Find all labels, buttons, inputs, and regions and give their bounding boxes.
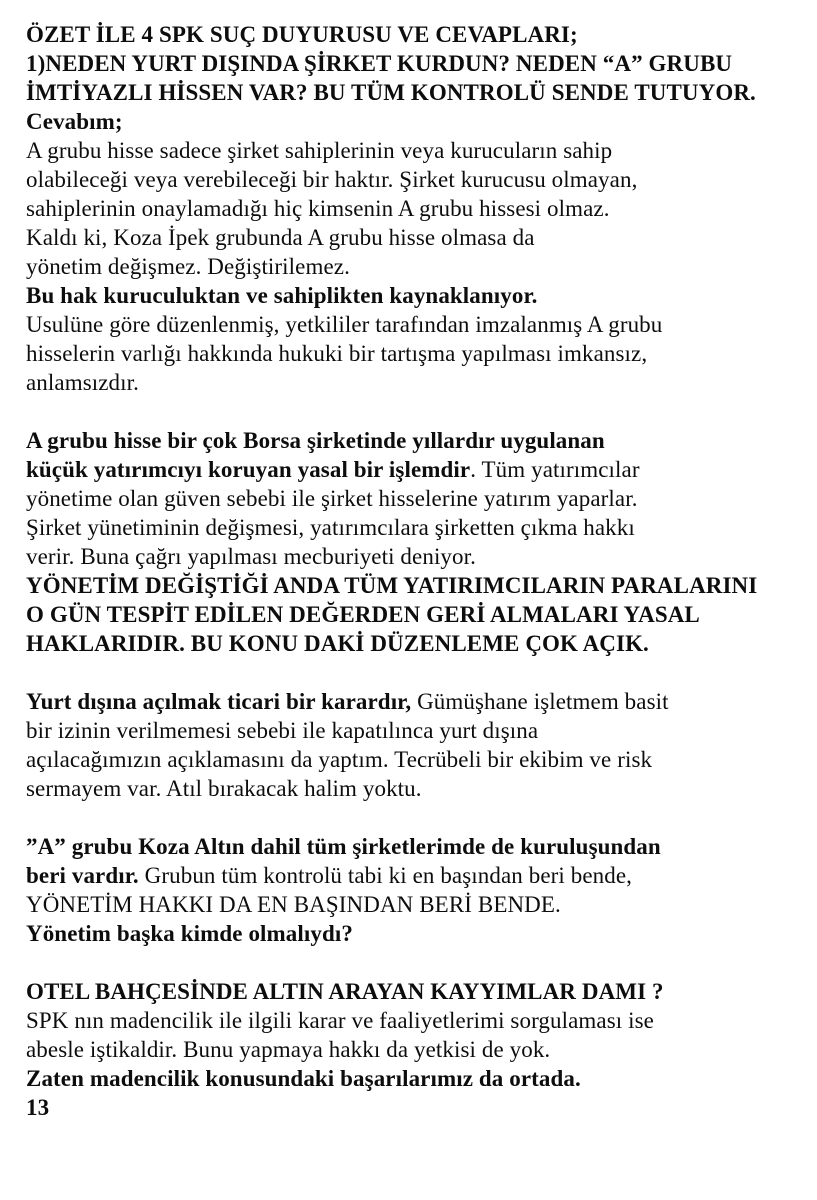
- paragraph-4-rest-segment: Gümüşhane işletmem basit: [411, 689, 669, 714]
- question-line-1: [26, 49, 806, 78]
- paragraph-3-rest-segment: . Tüm yatırımcılar: [470, 457, 640, 482]
- paragraph-5-rest-segment: Grubun tüm kontrolü tabi ki en başından beri bende,: [138, 863, 633, 888]
- paragraph-3-caps-line: HAKLARIDIR. BU KONU DAKİ DÜZENLEME ÇOK AÇIK.: [26, 631, 649, 656]
- paragraph-3-line: Şirket yünetiminin değişmesi, yatırımcılara şirketten çıkma hakkı: [26, 515, 635, 540]
- paragraph-4-bold-segment: Yurt dışına açılmak ticari bir karardır,: [26, 689, 412, 714]
- paragraph-1-line: A grubu hisse sadece şirket sahiplerinin veya kurucuların sahip: [26, 138, 613, 163]
- paragraph-3-caps-line: O GÜN TESPİT EDİLEN DEĞERDEN GERİ ALMALARI YASAL: [26, 602, 700, 627]
- paragraph-2-bold: Bu hak kuruculuktan ve sahiplikten kaynaklanıyor.: [26, 283, 538, 308]
- paragraph-4-line: sermayem var. Atıl bırakacak halim yoktu.: [26, 776, 422, 801]
- page-number: 13: [26, 1095, 50, 1120]
- paragraph-1-line: Kaldı ki, Koza İpek grubunda A grubu hisse olmasa da: [26, 225, 535, 250]
- paragraph-3-bold-line: A grubu hisse bir çok Borsa şirketinde yıllardır uygulanan: [26, 428, 605, 453]
- paragraph-5-mixed-line: [26, 861, 806, 890]
- question-text-1: NEDEN YURT DIŞINDA ŞİRKET KURDUN? NEDEN “A” GRUBU: [45, 51, 733, 76]
- paragraph-2-line: Usulüne göre düzenlenmiş, yetkililer tarafından imzalanmış A grubu: [26, 312, 663, 337]
- paragraph-1-line: sahiplerinin onaylamadığı hiç kimsenin A grubu hissesi olmaz.: [26, 196, 610, 221]
- paragraph-3-line: verir. Buna çağrı yapılması mecburiyeti deniyor.: [26, 544, 476, 569]
- document-title: ÖZET İLE 4 SPK SUÇ DUYURUSU VE CEVAPLARI;: [26, 22, 578, 47]
- paragraph-4-line: bir izinin verilmemesi sebebi ile kapatılınca yurt dışına: [26, 718, 539, 743]
- paragraph-6-line: SPK nın madencilik ile ilgili karar ve faaliyetlerimi sorgulaması ise: [26, 1008, 654, 1033]
- paragraph-3-mixed-line: [26, 455, 806, 484]
- paragraph-5-question: Yönetim başka kimde olmalıydı?: [26, 921, 353, 946]
- paragraph-3-bold-segment: küçük yatırımcıyı koruyan yasal bir işlemdir: [26, 457, 471, 482]
- paragraph-3-caps-line: YÖNETİM DEĞİŞTİĞİ ANDA TÜM YATIRIMCILARIN PARALARINI: [26, 573, 758, 598]
- paragraph-1-line: olabileceği veya verebileceği bir haktır. Şirket kurucusu olmayan,: [26, 167, 638, 192]
- paragraph-2-line: hisselerin varlığı hakkında hukuki bir tartışma yapılması imkansız,: [26, 341, 648, 366]
- paragraph-5-bold-segment: beri vardır.: [26, 863, 139, 888]
- document-page: [26, 20, 806, 1122]
- paragraph-1-line: yönetim değişmez. Değiştirilemez.: [26, 254, 350, 279]
- paragraph-5-bold-line: ”A” grubu Koza Altın dahil tüm şirketlerimde de kuruluşundan: [26, 834, 661, 859]
- paragraph-4-line: açılacağımızın açıklamasını da yaptım. Tecrübeli bir ekibim ve risk: [26, 747, 653, 772]
- paragraph-3-line: yönetime olan güven sebebi ile şirket hisselerine yatırım yaparlar.: [26, 486, 638, 511]
- paragraph-4-mixed-line: [26, 687, 806, 716]
- answer-heading: Cevabım;: [26, 109, 123, 134]
- paragraph-6-bold: Zaten madencilik konusundaki başarılarımız da ortada.: [26, 1066, 581, 1091]
- paragraph-2-line: anlamsızdır.: [26, 370, 139, 395]
- paragraph-5-caps-line: YÖNETİM HAKKI DA EN BAŞINDAN BERİ BENDE.: [26, 892, 561, 917]
- paragraph-6-line: abesle iştikaldir. Bunu yapmaya hakkı da yetkisi de yok.: [26, 1037, 551, 1062]
- question-number: 1): [26, 51, 46, 76]
- question-line-2: İMTİYAZLI HİSSEN VAR? BU TÜM KONTROLÜ SENDE TUTUYOR.: [26, 80, 756, 105]
- paragraph-6-heading: OTEL BAHÇESİNDE ALTIN ARAYAN KAYYIMLAR DAMI ?: [26, 979, 664, 1004]
